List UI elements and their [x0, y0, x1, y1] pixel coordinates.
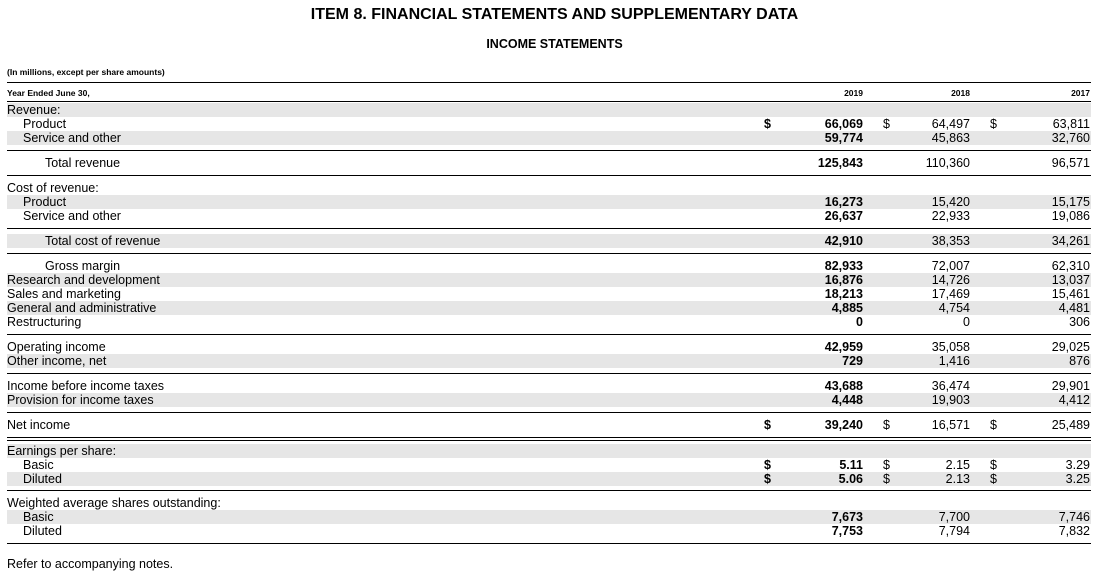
rule — [7, 437, 1091, 438]
value-2019: 5.11 — [839, 458, 863, 472]
units-note: (In millions, except per share amounts) — [7, 67, 165, 77]
value-2017: 62,310 — [1051, 259, 1090, 273]
row-eps-basic — [0, 458, 1109, 472]
value-2019: 7,673 — [831, 510, 863, 524]
statement-title: INCOME STATEMENTS — [486, 37, 623, 51]
row-eps-diluted — [0, 472, 1109, 486]
value-2017: 34,261 — [1051, 234, 1090, 248]
value-2019: 39,240 — [824, 418, 863, 432]
header-2019: 2019 — [844, 88, 863, 98]
row-label: Gross margin — [45, 259, 121, 273]
row-label: Income before income taxes — [7, 379, 165, 393]
value-2017: 63,811 — [1052, 117, 1090, 131]
header-2018: 2018 — [951, 88, 970, 98]
value-2019: 5.06 — [838, 472, 863, 486]
rule — [7, 543, 1091, 544]
value-2019: 729 — [842, 354, 863, 368]
header-year-label: Year Ended June 30, — [7, 88, 90, 98]
value-2017: 876 — [1069, 354, 1090, 368]
value-2019: 42,910 — [824, 234, 863, 248]
value-2018: 72,007 — [931, 259, 970, 273]
value-2019: 16,273 — [824, 195, 863, 209]
value-2019: 7,753 — [831, 524, 863, 538]
row-shares-heading — [0, 496, 1109, 510]
value-2018: 0 — [963, 315, 970, 329]
row-sales — [0, 287, 1109, 301]
currency-symbol: $ — [764, 418, 771, 432]
row-product — [0, 117, 1109, 131]
value-2017: 4,412 — [1058, 393, 1090, 407]
value-2018: 4,754 — [938, 301, 970, 315]
row-label: Sales and marketing — [7, 287, 121, 301]
row-gna — [0, 301, 1109, 315]
row-label: Earnings per share: — [7, 444, 117, 458]
currency-symbol: $ — [764, 458, 771, 472]
row-label: Revenue: — [7, 103, 61, 117]
value-2018: 2.13 — [945, 472, 970, 486]
value-2017: 306 — [1069, 315, 1090, 329]
row-label: General and administrative — [7, 301, 157, 315]
value-2019: 59,774 — [824, 131, 863, 145]
value-2019: 4,448 — [831, 393, 863, 407]
value-2019: 16,876 — [824, 273, 863, 287]
value-2018: 38,353 — [931, 234, 970, 248]
row-label: Service and other — [23, 209, 121, 223]
rule — [7, 228, 1091, 229]
row-service — [0, 131, 1109, 145]
value-2018: 22,933 — [931, 209, 970, 223]
value-2017: 32,760 — [1051, 131, 1090, 145]
row-label: Total revenue — [45, 156, 121, 170]
row-label: Operating income — [7, 340, 106, 354]
value-2019: 26,637 — [824, 209, 863, 223]
value-2017: 29,025 — [1051, 340, 1090, 354]
value-2018: 45,863 — [931, 131, 970, 145]
rule — [7, 373, 1091, 374]
row-shares-basic — [0, 510, 1109, 524]
row-label: Service and other — [23, 131, 121, 145]
value-2019: 4,885 — [831, 301, 863, 315]
header-rule-bottom — [7, 101, 1091, 102]
row-cost-service — [0, 209, 1109, 223]
page-title: ITEM 8. FINANCIAL STATEMENTS AND SUPPLEMENTARY DATA — [310, 6, 799, 23]
currency-symbol: $ — [883, 458, 890, 472]
rule-double — [7, 440, 1091, 441]
value-2017: 96,571 — [1051, 156, 1090, 170]
value-2018: 110,360 — [925, 156, 970, 170]
row-gross-margin — [0, 259, 1109, 273]
row-label: Diluted — [23, 472, 62, 486]
row-label: Basic — [23, 510, 54, 524]
row-label: Net income — [7, 418, 71, 432]
row-label: Total cost of revenue — [45, 234, 161, 248]
value-2017: 25,489 — [1051, 418, 1090, 432]
value-2017: 7,832 — [1058, 524, 1090, 538]
value-2018: 36,474 — [931, 379, 970, 393]
value-2019: 125,843 — [817, 156, 863, 170]
value-2017: 7,746 — [1058, 510, 1090, 524]
value-2018: 2.15 — [945, 458, 970, 472]
value-2018: 19,903 — [931, 393, 970, 407]
row-cost-heading — [0, 181, 1109, 195]
value-2017: 15,175 — [1051, 195, 1090, 209]
value-2019: 82,933 — [824, 259, 863, 273]
row-eps-heading — [0, 444, 1109, 458]
value-2018: 14,726 — [931, 273, 970, 287]
rule — [7, 253, 1091, 254]
value-2018: 1,416 — [938, 354, 970, 368]
value-2017: 29,901 — [1051, 379, 1090, 393]
row-restructuring — [0, 315, 1109, 329]
currency-symbol: $ — [883, 472, 890, 486]
row-label: Other income, net — [7, 354, 107, 368]
currency-symbol: $ — [883, 117, 890, 131]
row-label: Product — [23, 117, 67, 131]
currency-symbol: $ — [990, 472, 997, 486]
row-shares-diluted — [0, 524, 1109, 538]
row-label: Restructuring — [7, 315, 82, 329]
value-2017: 19,086 — [1051, 209, 1090, 223]
value-2017: 3.29 — [1065, 458, 1090, 472]
value-2019: 18,213 — [824, 287, 863, 301]
row-total-cost — [0, 234, 1109, 248]
row-revenue-heading — [0, 103, 1109, 117]
row-label: Research and development — [7, 273, 160, 287]
value-2017: 4,481 — [1058, 301, 1090, 315]
footer-note: Refer to accompanying notes. — [7, 557, 174, 571]
row-rnd — [0, 273, 1109, 287]
value-2018: 64,497 — [931, 117, 970, 131]
row-label: Weighted average shares outstanding: — [7, 496, 221, 510]
currency-symbol: $ — [764, 472, 771, 486]
value-2018: 15,420 — [931, 195, 970, 209]
header-rule-top — [7, 82, 1091, 83]
value-2018: 16,571 — [931, 418, 970, 432]
currency-symbol: $ — [990, 117, 997, 131]
rule — [7, 150, 1091, 151]
rule — [7, 334, 1091, 335]
value-2017: 3.25 — [1065, 472, 1090, 486]
currency-symbol: $ — [990, 418, 997, 432]
rule — [7, 490, 1091, 491]
row-label: Product — [23, 195, 67, 209]
value-2018: 7,700 — [938, 510, 970, 524]
row-provision-tax — [0, 393, 1109, 407]
rule — [7, 175, 1091, 176]
rule — [7, 412, 1091, 413]
value-2019: 42,959 — [824, 340, 863, 354]
currency-symbol: $ — [764, 117, 771, 131]
row-label: Cost of revenue: — [7, 181, 99, 195]
row-label: Basic — [23, 458, 54, 472]
currency-symbol: $ — [990, 458, 997, 472]
value-2019: 0 — [856, 315, 863, 329]
value-2018: 7,794 — [938, 524, 970, 538]
currency-symbol: $ — [883, 418, 890, 432]
value-2019: 43,688 — [824, 379, 863, 393]
value-2017: 15,461 — [1051, 287, 1090, 301]
row-other-income — [0, 354, 1109, 368]
header-2017: 2017 — [1071, 88, 1090, 98]
value-2018: 35,058 — [931, 340, 970, 354]
row-net-income — [0, 418, 1109, 432]
value-2019: 66,069 — [824, 117, 863, 131]
value-2017: 13,037 — [1051, 273, 1090, 287]
row-income-before-tax — [0, 379, 1109, 393]
row-total-revenue — [0, 156, 1109, 170]
row-operating-income — [0, 340, 1109, 354]
row-label: Provision for income taxes — [7, 393, 154, 407]
value-2018: 17,469 — [931, 287, 970, 301]
row-cost-product — [0, 195, 1109, 209]
row-label: Diluted — [23, 524, 62, 538]
